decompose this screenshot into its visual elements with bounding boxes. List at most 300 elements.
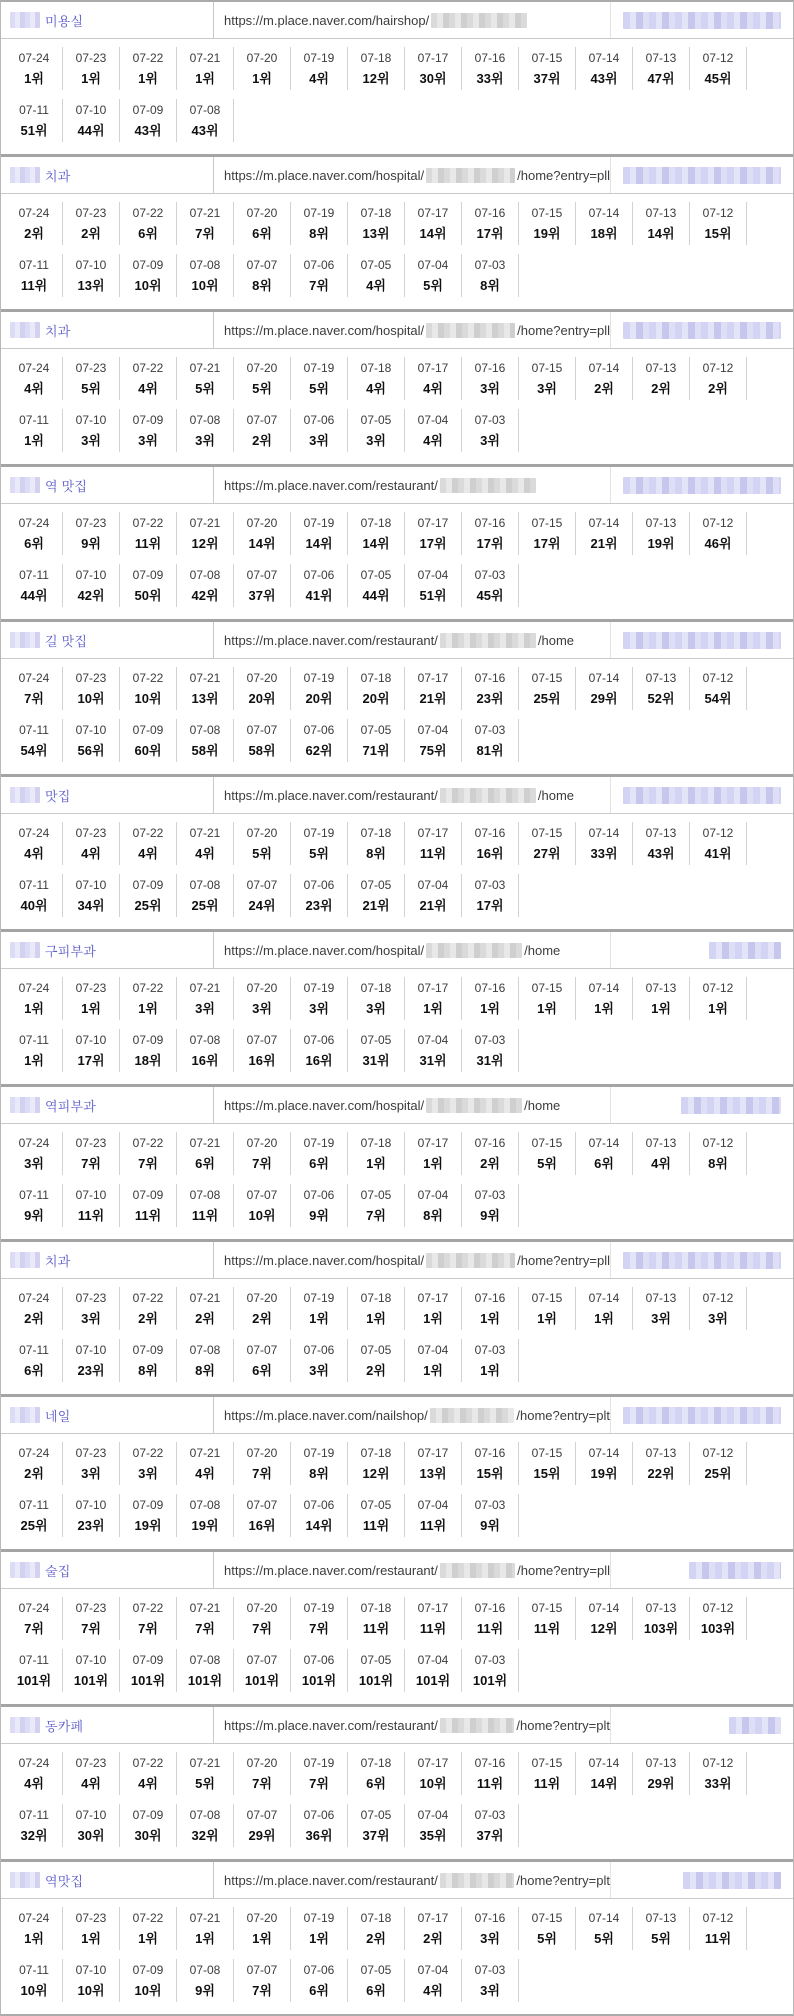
rank-value: 52위 [647, 691, 675, 706]
rank-value: 21위 [419, 691, 447, 706]
date-label: 07-09 [132, 1188, 164, 1202]
date-label: 07-13 [645, 671, 677, 685]
date-label: 07-20 [246, 1911, 278, 1925]
daily-rank-cell [348, 1287, 405, 1330]
rank-value: 17위 [77, 1053, 105, 1068]
rank-value: 58위 [191, 743, 219, 758]
daily-rank-cell [120, 564, 177, 607]
daily-rank-cell [690, 512, 747, 555]
rank-value: 3위 [309, 433, 329, 448]
rank-value: 23위 [305, 898, 333, 913]
daily-rank-cell [6, 719, 63, 762]
keyword-cell [1, 1397, 214, 1433]
daily-rank-cell [291, 1442, 348, 1485]
rank-value: 81위 [476, 743, 504, 758]
keyword-rank-section [1, 619, 793, 774]
daily-rank-cell [462, 1339, 519, 1382]
date-label: 07-09 [132, 568, 164, 582]
daily-rank-cell [6, 1752, 63, 1795]
daily-rank-cell [633, 1132, 690, 1175]
daily-rank-cell [462, 564, 519, 607]
date-label: 07-19 [303, 1291, 335, 1305]
date-label: 07-17 [417, 1756, 449, 1770]
daily-rank-cell [519, 357, 576, 400]
daily-rank-cell [63, 1597, 120, 1640]
rank-value: 2위 [480, 1156, 500, 1171]
rank-value: 19위 [134, 1518, 162, 1533]
rank-value: 5위 [537, 1156, 557, 1171]
daily-rank-cell [234, 667, 291, 710]
daily-rank-cell [6, 822, 63, 865]
rank-value: 8위 [138, 1363, 158, 1378]
daily-rank-cell [177, 47, 234, 90]
date-label: 07-18 [360, 826, 392, 840]
daily-rank-cell [462, 1907, 519, 1950]
daily-rank-cell [234, 1029, 291, 1072]
date-label: 07-22 [132, 1446, 164, 1460]
date-label: 07-16 [474, 51, 506, 65]
rank-value: 42위 [77, 588, 105, 603]
keyword-label: 동카페 [45, 1718, 84, 1734]
date-label: 07-15 [531, 206, 563, 220]
date-label: 07-21 [189, 1446, 221, 1460]
date-label: 07-10 [75, 568, 107, 582]
date-label: 07-04 [417, 1343, 449, 1357]
rank-value: 5위 [195, 1776, 215, 1791]
date-label: 07-20 [246, 981, 278, 995]
daily-rank-cell [576, 1752, 633, 1795]
daily-rank-cell [462, 874, 519, 917]
rank-value: 5위 [252, 846, 272, 861]
daily-rank-cell [120, 202, 177, 245]
date-label: 07-24 [18, 516, 50, 530]
rank-value: 1위 [366, 1311, 386, 1326]
rank-value: 9위 [81, 536, 101, 551]
date-label: 07-18 [360, 671, 392, 685]
date-label: 07-09 [132, 1343, 164, 1357]
rank-value: 10위 [134, 691, 162, 706]
daily-rank-grid [1, 349, 747, 464]
date-label: 07-11 [19, 878, 49, 892]
date-label: 07-07 [246, 1498, 278, 1512]
rank-value: 5위 [252, 381, 272, 396]
business-name-cell [611, 932, 793, 968]
rank-value: 9위 [24, 1208, 44, 1223]
rank-value: 1위 [309, 1311, 329, 1326]
date-label: 07-17 [417, 826, 449, 840]
rank-value: 20위 [305, 691, 333, 706]
rank-value: 10위 [77, 691, 105, 706]
rank-value: 7위 [195, 1621, 215, 1636]
redacted-business-name [683, 1872, 781, 1889]
rank-value: 4위 [366, 381, 386, 396]
daily-rank-cell [462, 1804, 519, 1847]
date-label: 07-11 [19, 1033, 49, 1047]
daily-rank-cell [177, 202, 234, 245]
date-label: 07-03 [474, 1498, 506, 1512]
rank-value: 23위 [476, 691, 504, 706]
date-label: 07-23 [75, 826, 107, 840]
daily-rank-cell [63, 99, 120, 142]
rank-value: 20위 [362, 691, 390, 706]
date-label: 07-07 [246, 258, 278, 272]
rank-value: 10위 [134, 278, 162, 293]
rank-value: 13위 [362, 226, 390, 241]
date-label: 07-03 [474, 1808, 506, 1822]
date-label: 07-22 [132, 826, 164, 840]
daily-rank-cell [120, 977, 177, 1020]
business-name-cell [611, 1862, 793, 1898]
url-prefix-text: https://m.place.naver.com/restaurant/ [224, 1717, 438, 1733]
date-label: 07-10 [75, 1963, 107, 1977]
daily-rank-cell [576, 1442, 633, 1485]
rank-value: 2위 [195, 1311, 215, 1326]
section-header [1, 777, 793, 814]
daily-rank-cell [234, 1597, 291, 1640]
rank-value: 17위 [476, 226, 504, 241]
date-label: 07-05 [360, 258, 392, 272]
date-label: 07-19 [303, 1136, 335, 1150]
daily-rank-cell [405, 1132, 462, 1175]
daily-rank-cell [234, 409, 291, 452]
date-label: 07-18 [360, 51, 392, 65]
daily-rank-cell [6, 1494, 63, 1537]
daily-rank-cell [63, 1959, 120, 2002]
daily-rank-cell [6, 1029, 63, 1072]
rank-value: 1위 [594, 1001, 614, 1016]
keyword-cell [1, 1087, 214, 1123]
rank-value: 1위 [81, 1931, 101, 1946]
redacted-place-id [440, 1718, 515, 1733]
date-label: 07-10 [75, 723, 107, 737]
daily-rank-cell [576, 202, 633, 245]
redacted-keyword-prefix [10, 632, 40, 648]
date-label: 07-06 [303, 1963, 335, 1977]
date-label: 07-17 [417, 1136, 449, 1150]
rank-value: 6위 [366, 1776, 386, 1791]
rank-value: 11위 [419, 846, 447, 861]
date-label: 07-08 [189, 1963, 221, 1977]
rank-value: 7위 [81, 1156, 101, 1171]
date-label: 07-03 [474, 568, 506, 582]
date-label: 07-03 [474, 413, 506, 427]
daily-rank-cell [405, 1339, 462, 1382]
daily-rank-cell [348, 977, 405, 1020]
daily-rank-cell [348, 667, 405, 710]
daily-rank-cell [633, 1287, 690, 1330]
rank-value: 6위 [138, 226, 158, 241]
rank-value: 20위 [248, 691, 276, 706]
daily-rank-grid [1, 659, 747, 774]
rank-value: 18위 [134, 1053, 162, 1068]
daily-rank-cell [690, 47, 747, 90]
rank-value: 13위 [77, 278, 105, 293]
daily-rank-cell [120, 874, 177, 917]
daily-rank-cell [177, 1907, 234, 1950]
date-label: 07-03 [474, 1653, 506, 1667]
daily-rank-cell [63, 977, 120, 1020]
date-label: 07-08 [189, 878, 221, 892]
daily-rank-cell [690, 357, 747, 400]
section-header [1, 2, 793, 39]
date-label: 07-13 [645, 1601, 677, 1615]
date-label: 07-12 [702, 1446, 734, 1460]
date-label: 07-22 [132, 981, 164, 995]
rank-value: 4위 [24, 1776, 44, 1791]
daily-rank-cell [177, 1597, 234, 1640]
redacted-business-name [709, 942, 781, 959]
rank-value: 2위 [366, 1931, 386, 1946]
daily-rank-cell [690, 1287, 747, 1330]
daily-rank-cell [462, 409, 519, 452]
url-prefix-text: https://m.place.naver.com/hospital/ [224, 1252, 425, 1268]
rank-value: 60위 [134, 743, 162, 758]
rank-value: 1위 [252, 1931, 272, 1946]
daily-rank-cell [120, 254, 177, 297]
rank-value: 27위 [533, 846, 561, 861]
rank-value: 9위 [480, 1518, 500, 1533]
rank-value: 2위 [252, 1311, 272, 1326]
rank-value: 29위 [647, 1776, 675, 1791]
date-label: 07-08 [189, 1343, 221, 1357]
rank-value: 16위 [305, 1053, 333, 1068]
place-url-cell [214, 1242, 611, 1278]
daily-rank-cell [462, 1494, 519, 1537]
daily-rank-cell [234, 977, 291, 1020]
date-label: 07-05 [360, 878, 392, 892]
daily-rank-cell [6, 1339, 63, 1382]
date-label: 07-14 [588, 1911, 620, 1925]
redacted-keyword-prefix [10, 1872, 40, 1888]
daily-rank-cell [234, 202, 291, 245]
daily-rank-cell [177, 409, 234, 452]
rank-value: 6위 [252, 1363, 272, 1378]
date-label: 07-19 [303, 516, 335, 530]
redacted-business-name [623, 167, 781, 184]
daily-rank-cell [576, 977, 633, 1020]
redacted-keyword-prefix [10, 12, 40, 28]
date-label: 07-21 [189, 1911, 221, 1925]
url-suffix-text: /home?entry=pll [517, 1562, 610, 1578]
rank-value: 23위 [77, 1363, 105, 1378]
rank-value: 3위 [195, 433, 215, 448]
rank-value: 30위 [419, 71, 447, 86]
rank-value: 43위 [647, 846, 675, 861]
daily-rank-cell [690, 822, 747, 865]
rank-value: 7위 [138, 1156, 158, 1171]
date-label: 07-19 [303, 981, 335, 995]
daily-rank-cell [348, 564, 405, 607]
daily-rank-cell [6, 202, 63, 245]
business-name-cell [611, 157, 793, 193]
daily-rank-cell [291, 719, 348, 762]
url-prefix-text: https://m.place.naver.com/restaurant/ [224, 787, 438, 803]
date-label: 07-05 [360, 1343, 392, 1357]
daily-rank-cell [291, 202, 348, 245]
daily-rank-cell [177, 1029, 234, 1072]
rank-value: 6위 [24, 536, 44, 551]
date-label: 07-17 [417, 51, 449, 65]
daily-rank-cell [234, 564, 291, 607]
rank-value: 1위 [537, 1001, 557, 1016]
date-label: 07-09 [132, 723, 164, 737]
url-suffix-text: /home [537, 787, 575, 803]
rank-value: 14위 [419, 226, 447, 241]
rank-value: 44위 [362, 588, 390, 603]
date-label: 07-06 [303, 1653, 335, 1667]
rank-value: 17위 [533, 536, 561, 551]
daily-rank-cell [405, 1804, 462, 1847]
daily-rank-cell [63, 1494, 120, 1537]
redacted-place-id [440, 1873, 515, 1888]
date-label: 07-08 [189, 1653, 221, 1667]
date-label: 07-13 [645, 1911, 677, 1925]
rank-value: 31위 [476, 1053, 504, 1068]
date-label: 07-21 [189, 51, 221, 65]
date-label: 07-12 [702, 361, 734, 375]
date-label: 07-04 [417, 723, 449, 737]
daily-rank-cell [348, 202, 405, 245]
date-label: 07-04 [417, 1808, 449, 1822]
redacted-place-id [440, 478, 536, 493]
daily-rank-cell [63, 822, 120, 865]
daily-rank-cell [348, 1752, 405, 1795]
date-label: 07-13 [645, 1756, 677, 1770]
business-name-cell [611, 1707, 793, 1743]
daily-rank-cell [63, 512, 120, 555]
daily-rank-cell [120, 1804, 177, 1847]
daily-rank-cell [177, 874, 234, 917]
rank-value: 1위 [195, 71, 215, 86]
daily-rank-cell [405, 667, 462, 710]
keyword-cell [1, 932, 214, 968]
rank-value: 58위 [248, 743, 276, 758]
rank-value: 3위 [195, 1001, 215, 1016]
rank-value: 17위 [476, 536, 504, 551]
url-suffix-text: /home?entry=plt [516, 1407, 610, 1423]
date-label: 07-18 [360, 1291, 392, 1305]
keyword-cell [1, 1242, 214, 1278]
rank-value: 10위 [248, 1208, 276, 1223]
date-label: 07-20 [246, 1601, 278, 1615]
rank-value: 34위 [77, 898, 105, 913]
date-label: 07-18 [360, 1911, 392, 1925]
date-label: 07-04 [417, 568, 449, 582]
date-label: 07-06 [303, 723, 335, 737]
rank-value: 101위 [415, 1673, 451, 1688]
rank-value: 5위 [594, 1931, 614, 1946]
daily-rank-cell [6, 1959, 63, 2002]
date-label: 07-03 [474, 1188, 506, 1202]
date-label: 07-19 [303, 1601, 335, 1615]
date-label: 07-21 [189, 671, 221, 685]
rank-value: 4위 [138, 846, 158, 861]
rank-value: 1위 [480, 1001, 500, 1016]
daily-rank-cell [120, 1597, 177, 1640]
date-label: 07-13 [645, 1446, 677, 1460]
date-label: 07-05 [360, 1188, 392, 1202]
daily-rank-cell [291, 564, 348, 607]
rank-value: 2위 [651, 381, 671, 396]
redacted-keyword-prefix [10, 477, 40, 493]
daily-rank-cell [405, 1752, 462, 1795]
daily-rank-cell [177, 564, 234, 607]
rank-value: 33위 [476, 71, 504, 86]
date-label: 07-08 [189, 413, 221, 427]
rank-value: 8위 [309, 1466, 329, 1481]
daily-rank-cell [519, 47, 576, 90]
date-label: 07-15 [531, 981, 563, 995]
date-label: 07-21 [189, 206, 221, 220]
rank-value: 2위 [24, 226, 44, 241]
rank-value: 10위 [419, 1776, 447, 1791]
business-name-cell [611, 2, 793, 38]
keyword-label: 역피부과 [45, 1098, 97, 1114]
date-label: 07-10 [75, 1188, 107, 1202]
keyword-label: 치과 [45, 1253, 71, 1269]
daily-rank-cell [576, 1287, 633, 1330]
rank-value: 11위 [704, 1931, 732, 1946]
rank-value: 21위 [362, 898, 390, 913]
rank-value: 14위 [362, 536, 390, 551]
daily-rank-cell [462, 1029, 519, 1072]
daily-rank-cell [6, 564, 63, 607]
rank-value: 7위 [309, 278, 329, 293]
rank-value: 62위 [305, 743, 333, 758]
date-label: 07-16 [474, 1601, 506, 1615]
date-label: 07-09 [132, 1033, 164, 1047]
redacted-place-id [426, 1253, 515, 1268]
business-name-cell [611, 312, 793, 348]
date-label: 07-07 [246, 568, 278, 582]
rank-value: 1위 [309, 1931, 329, 1946]
date-label: 07-20 [246, 516, 278, 530]
redacted-keyword-prefix [10, 1717, 40, 1733]
rank-value: 11위 [191, 1208, 219, 1223]
daily-rank-cell [120, 1907, 177, 1950]
daily-rank-cell [462, 254, 519, 297]
daily-rank-cell [6, 667, 63, 710]
rank-value: 19위 [533, 226, 561, 241]
rank-value: 33위 [704, 1776, 732, 1791]
daily-rank-cell [6, 1907, 63, 1950]
date-label: 07-20 [246, 1291, 278, 1305]
daily-rank-cell [63, 1339, 120, 1382]
daily-rank-cell [63, 1029, 120, 1072]
daily-rank-cell [6, 1442, 63, 1485]
rank-value: 4위 [366, 278, 386, 293]
rank-value: 37위 [362, 1828, 390, 1843]
rank-value: 5위 [651, 1931, 671, 1946]
daily-rank-grid [1, 504, 747, 619]
date-label: 07-15 [531, 1601, 563, 1615]
rank-value: 1위 [24, 1053, 44, 1068]
date-label: 07-24 [18, 361, 50, 375]
rank-value: 101위 [73, 1673, 109, 1688]
section-header [1, 467, 793, 504]
date-label: 07-10 [75, 878, 107, 892]
rank-value: 10위 [134, 1983, 162, 1998]
rank-value: 11위 [362, 1621, 390, 1636]
rank-value: 3위 [651, 1311, 671, 1326]
date-label: 07-11 [19, 1963, 49, 1977]
date-label: 07-11 [19, 1653, 49, 1667]
date-label: 07-09 [132, 1808, 164, 1822]
date-label: 07-23 [75, 206, 107, 220]
rank-value: 14위 [248, 536, 276, 551]
date-label: 07-06 [303, 878, 335, 892]
date-label: 07-21 [189, 1756, 221, 1770]
